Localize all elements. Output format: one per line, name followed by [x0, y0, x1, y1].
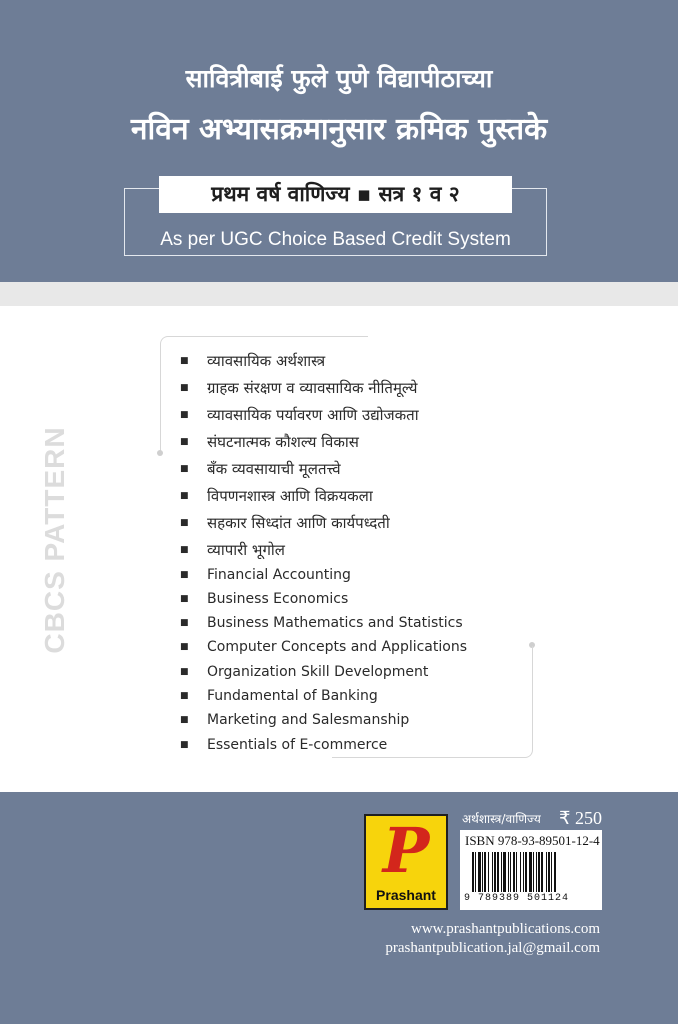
barcode-bar — [533, 852, 534, 892]
cbcs-system-label: As per UGC Choice Based Credit System — [160, 229, 511, 250]
subject-name: Business Mathematics and Statistics — [207, 615, 463, 631]
barcode-bar — [510, 852, 511, 892]
isbn-number: ISBN 978-93-89501-12-4 — [465, 833, 600, 848]
bullet-square-icon: ■ — [180, 740, 189, 750]
barcode-bar — [472, 852, 474, 892]
decor-dot — [157, 450, 163, 456]
barcode-bar — [475, 852, 476, 892]
barcode-bar — [536, 852, 537, 892]
barcode-bar — [494, 852, 496, 892]
subject-name: Organization Skill Development — [207, 664, 429, 680]
subject-name: Business Economics — [207, 591, 349, 607]
bullet-square-icon: ■ — [180, 618, 189, 628]
bullet-square-icon: ■ — [180, 356, 189, 366]
subject-name: सहकार सिध्दांत आणि कार्यपध्दती — [207, 514, 390, 532]
publisher-email: prashantpublication.jal@gmail.com — [385, 940, 600, 956]
barcode-bar — [516, 852, 517, 892]
barcode-bar — [520, 852, 521, 892]
subject-name: बँक व्यवसायाची मूलतत्त्वे — [207, 460, 341, 478]
decor-bracket-line — [168, 336, 368, 337]
barcode-digits: 9 789389 501124 — [464, 893, 570, 904]
barcode-bar — [523, 852, 524, 892]
subject-name: व्यावसायिक अर्थशास्त्र — [207, 352, 326, 370]
publisher-website: www.prashantpublications.com — [411, 921, 600, 937]
logo-p-letter-icon: P — [382, 814, 430, 887]
barcode-bar — [484, 852, 486, 892]
barcode-bar — [488, 852, 489, 892]
barcode-bar — [513, 852, 515, 892]
barcode-bar — [497, 852, 499, 892]
barcode-bar — [551, 852, 552, 892]
decor-bracket-corner — [523, 748, 533, 758]
cbcs-pattern-vertical-label: CBCS PATTERN — [39, 426, 70, 654]
barcode-bar — [554, 852, 556, 892]
subject-name: व्यापारी भूगोल — [207, 541, 285, 559]
prashant-logo — [364, 814, 448, 910]
decor-bracket-line — [332, 757, 525, 758]
bullet-square-icon: ■ — [180, 491, 189, 501]
barcode-box — [460, 830, 602, 910]
bullet-square-icon: ■ — [180, 691, 189, 701]
barcode-bar — [548, 852, 550, 892]
book-price: ₹ 250 — [559, 808, 602, 828]
barcode-bar — [525, 852, 527, 892]
barcode-bar — [503, 852, 506, 892]
subject-name: विपणनशास्त्र आणि विक्रयकला — [207, 487, 373, 505]
barcode-bar — [478, 852, 481, 892]
decor-bracket-line — [160, 344, 161, 452]
bullet-square-icon: ■ — [180, 545, 189, 555]
barcode-bar — [529, 852, 532, 892]
grey-separator-band — [0, 282, 678, 306]
subject-name: संघटनात्मक कौशल्य विकास — [207, 433, 359, 451]
barcode-bar — [546, 852, 547, 892]
bullet-square-icon: ■ — [180, 667, 189, 677]
decor-bracket-line — [532, 646, 533, 750]
syllabus-title: नविन अभ्यासक्रमानुसार क्रमिक पुस्तके — [130, 112, 548, 147]
bullet-square-icon: ■ — [180, 383, 189, 393]
decor-bracket-corner — [160, 336, 170, 346]
subject-name: ग्राहक संरक्षण व व्यावसायिक नीतिमूल्ये — [207, 379, 418, 397]
course-label: प्रथम वर्ष वाणिज्य ▪ सत्र १ व २ — [159, 176, 512, 213]
barcode-bar — [541, 852, 543, 892]
logo-name: Prashant — [376, 887, 436, 903]
barcode-bar — [492, 852, 493, 892]
barcode-bar — [508, 852, 509, 892]
bullet-square-icon: ■ — [180, 437, 189, 447]
barcode-icon — [472, 852, 598, 892]
subject-name: Financial Accounting — [207, 567, 351, 583]
bullet-square-icon: ■ — [180, 642, 189, 652]
subject-name: व्यावसायिक पर्यावरण आणि उद्योजकता — [207, 406, 419, 424]
subject-name: Computer Concepts and Applications — [207, 639, 467, 655]
price-tag — [462, 808, 602, 828]
subject-name: Marketing and Salesmanship — [207, 712, 410, 728]
barcode-bar — [538, 852, 540, 892]
subject-name: Essentials of E-commerce — [207, 737, 388, 753]
barcode-bar — [482, 852, 483, 892]
bullet-square-icon: ■ — [180, 518, 189, 528]
bullet-square-icon: ■ — [180, 464, 189, 474]
bullet-square-icon: ■ — [180, 594, 189, 604]
bullet-square-icon: ■ — [180, 715, 189, 725]
subject-category: अर्थशास्त्र/वाणिज्य — [462, 812, 541, 826]
university-title: सावित्रीबाई फुले पुणे विद्यापीठाच्या — [185, 64, 493, 93]
subject-name: Fundamental of Banking — [207, 688, 378, 704]
bullet-square-icon: ■ — [180, 570, 189, 580]
bullet-square-icon: ■ — [180, 410, 189, 420]
barcode-bar — [501, 852, 502, 892]
